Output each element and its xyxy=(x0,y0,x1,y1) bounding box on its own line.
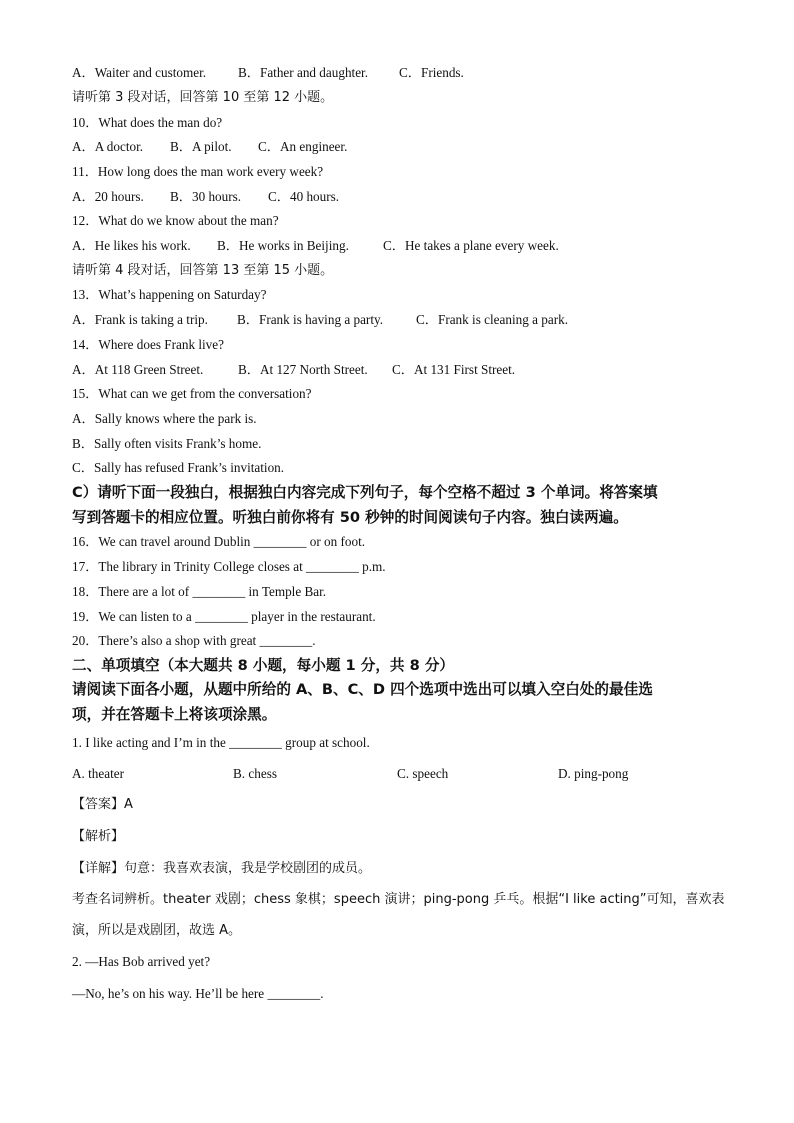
option-b: B．A pilot. xyxy=(170,139,232,154)
option-c: C．40 hours. xyxy=(268,189,340,204)
option-a: A．A doctor. xyxy=(72,139,144,154)
option-b: B．Frank is having a party. xyxy=(237,312,384,327)
option-b: B．Sally often visits Frank’s home. xyxy=(72,436,262,451)
question-13: 13．What’s happening on Saturday? xyxy=(72,287,267,302)
question-1: 1. I like acting and I’m in the ________ group at school. xyxy=(72,735,370,750)
detail-explanation: 【详解】句意：我喜欢表演，我是学校剧团的成员。 xyxy=(72,861,372,876)
question-14: 14．Where does Frank live? xyxy=(72,337,224,352)
question-17: 17．The library in Trinity College closes at ________ p.m. xyxy=(72,559,386,574)
option-b: B．He works in Beijing. xyxy=(217,238,349,253)
question-10: 10．What does the man do? xyxy=(72,115,223,130)
options-line-q12 xyxy=(72,237,559,255)
question-15: 15．What can we get from the conversation? xyxy=(72,386,312,401)
option-c: C. speech xyxy=(397,766,449,781)
option-d: D. ping-pong xyxy=(558,766,629,781)
section-heading: C）请听下面一段独白，根据独白内容完成下列句子，每个空格不超过 3 个单词。将答案填 xyxy=(72,484,658,501)
option-c: C．At 131 First Street. xyxy=(392,362,516,377)
option-a: A. theater xyxy=(72,766,124,781)
option-a: A．Frank is taking a trip. xyxy=(72,312,208,327)
question-18: 18．There are a lot of ________ in Temple Bar. xyxy=(72,584,327,599)
options-line-q13 xyxy=(72,311,568,329)
part-heading: 二、单项填空（本大题共 8 小题，每小题 1 分，共 8 分） xyxy=(72,657,455,674)
option-a: A．He likes his work. xyxy=(72,238,191,253)
analysis-label: 【解析】 xyxy=(72,829,125,844)
part-instruction: 请阅读下面各小题，从题中所给的 A、B、C、D 四个选项中选出可以填入空白处的最佳选 xyxy=(72,681,653,698)
options-line-q11 xyxy=(72,188,339,206)
option-b: B．Father and daughter. xyxy=(238,65,369,80)
option-a: A．20 hours. xyxy=(72,189,144,204)
option-a: A．At 118 Green Street. xyxy=(72,362,204,377)
question-20: 20．There’s also a shop with great ________. xyxy=(72,633,316,648)
section-heading: 写到答题卡的相应位置。听独白前你将有 50 秒钟的时间阅读句子内容。独白读两遍。 xyxy=(72,509,628,526)
options-line-q9 xyxy=(72,64,464,82)
question-2: 2. —Has Bob arrived yet? xyxy=(72,954,211,969)
option-c: C．Frank is cleaning a park. xyxy=(416,312,568,327)
part-instruction: 项，并在答题卡上将该项涂黑。 xyxy=(72,706,277,723)
option-c: C．Sally has refused Frank’s invitation. xyxy=(72,460,285,475)
question-16: 16．We can travel around Dublin ________ or on foot. xyxy=(72,534,366,549)
option-a: A．Waiter and customer. xyxy=(72,65,207,80)
option-b: B．At 127 North Street. xyxy=(238,362,368,377)
section-instruction: 请听第 3 段对话，回答第 10 至第 12 小题。 xyxy=(72,90,334,105)
explanation-line: 演，所以是戏剧团，故选 A。 xyxy=(72,923,242,938)
section-instruction: 请听第 4 段对话，回答第 13 至第 15 小题。 xyxy=(72,263,334,278)
option-a: A．Sally knows where the park is. xyxy=(72,411,257,426)
question-19: 19．We can listen to a ________ player in the restaurant. xyxy=(72,609,376,624)
options-line-q10 xyxy=(72,138,347,156)
option-c: C．An engineer. xyxy=(258,139,348,154)
option-c: C．He takes a plane every week. xyxy=(383,238,559,253)
answer-label: 【答案】A xyxy=(72,797,133,812)
explanation-line: 考查名词辨析。theater 戏剧；chess 象棋；speech 演讲；ping-pong 乒乓。根据“I like acting”可知，喜欢表 xyxy=(72,892,725,907)
option-b: B. chess xyxy=(233,766,277,781)
options-line-q14 xyxy=(72,361,515,379)
option-b: B．30 hours. xyxy=(170,189,242,204)
question-12: 12．What do we know about the man? xyxy=(72,213,279,228)
option-c: C．Friends. xyxy=(399,65,464,80)
question-11: 11．How long does the man work every week? xyxy=(72,164,324,179)
options-line-q1 xyxy=(72,765,692,783)
question-2-response: —No, he’s on his way. He’ll be here ________. xyxy=(72,986,324,1001)
